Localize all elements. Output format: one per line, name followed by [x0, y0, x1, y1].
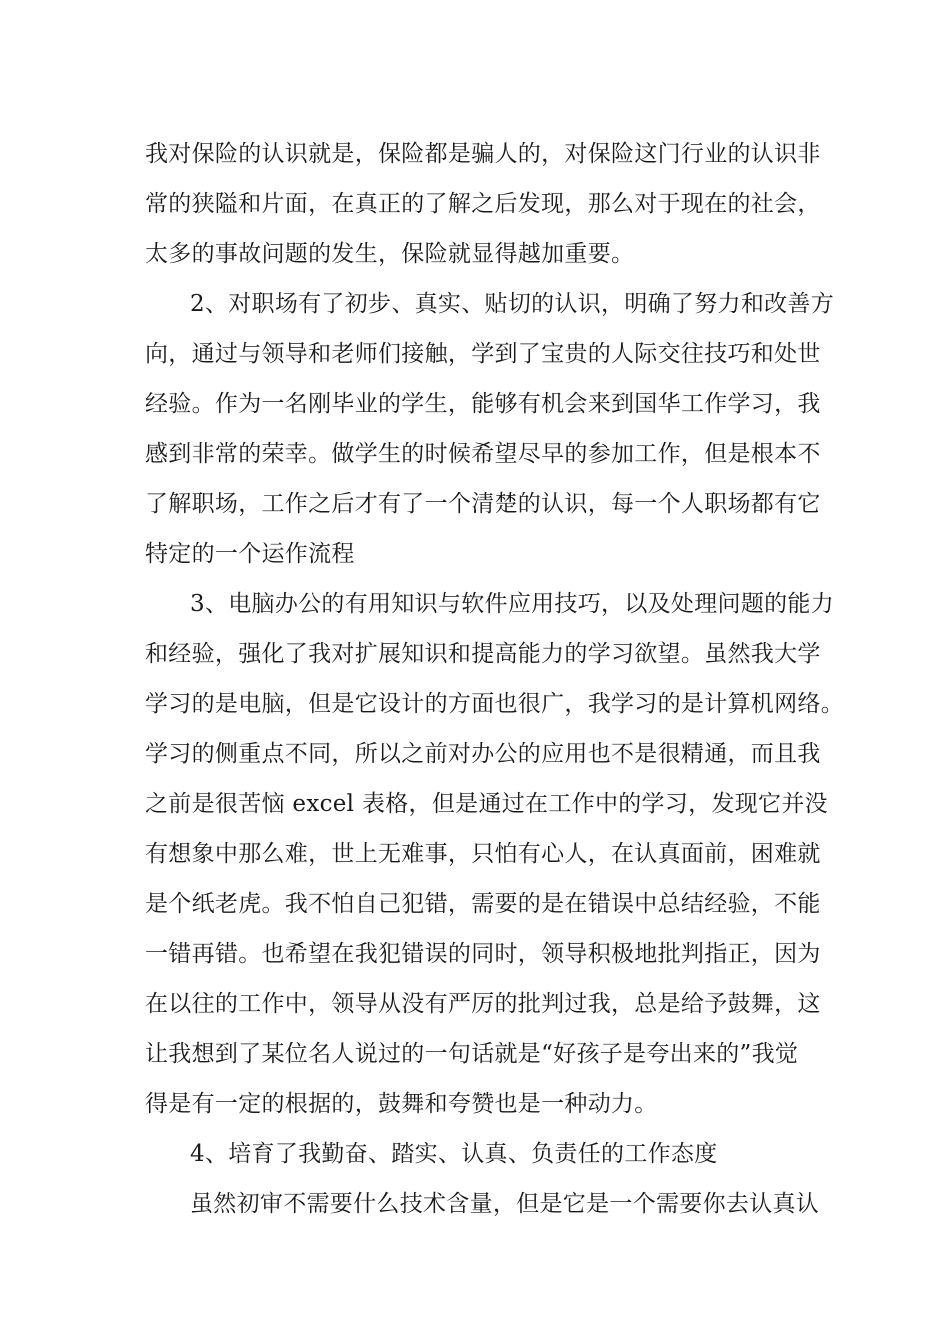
paragraph-start-line: 虽然初审不需要什么技术含量，但是它是一个需要你去认真认: [190, 1191, 820, 1217]
text-line: 之前是很苦恼 excel 表格，但是通过在工作中的学习，发现它并没: [145, 791, 828, 817]
text-line: 有想象中那么难，世上无难事，只怕有心人，在认真面前，困难就: [145, 841, 821, 867]
text-line: 让我想到了某位名人说过的一句话就是“好孩子是夸出来的”我觉: [145, 1041, 799, 1067]
text-line: 特定的一个运作流程: [145, 541, 355, 567]
text-line: 得是有一定的根据的，鼓舞和夸赞也是一种动力。: [145, 1091, 658, 1117]
text-line: 太多的事故问题的发生，保险就显得越加重要。: [145, 241, 635, 267]
text-line: 了解职场，工作之后才有了一个清楚的认识，每一个人职场都有它: [145, 491, 821, 517]
paragraph-start-line: 4、培育了我勤奋、踏实、认真、负责任的工作态度: [190, 1141, 718, 1167]
text-line: 一错再错。也希望在我犯错误的同时，领导积极地批判指正，因为: [145, 941, 821, 967]
text-line: 学习的是电脑，但是它设计的方面也很广，我学习的是计算机网络。: [145, 691, 844, 717]
text-line: 学习的侧重点不同，所以之前对办公的应用也不是很精通，而且我: [145, 741, 821, 767]
text-line: 常的狭隘和片面，在真正的了解之后发现，那么对于现在的社会，: [145, 191, 821, 217]
text-line: 是个纸老虎。我不怕自己犯错，需要的是在错误中总结经验，不能: [145, 891, 821, 917]
paragraph-start-line: 3、电脑办公的有用知识与软件应用技巧，以及处理问题的能力: [190, 591, 835, 617]
text-line: 经验。作为一名刚毕业的学生，能够有机会来到国华工作学习，我: [145, 391, 821, 417]
text-line: 我对保险的认识就是，保险都是骗人的，对保险这门行业的认识非: [145, 141, 821, 167]
paragraph-start-line: 2、对职场有了初步、真实、贴切的认识，明确了努力和改善方: [190, 291, 835, 317]
text-line: 和经验，强化了我对扩展知识和提高能力的学习欲望。虽然我大学: [145, 641, 821, 667]
text-line: 在以往的工作中，领导从没有严厉的批判过我，总是给予鼓舞，这: [145, 991, 821, 1017]
text-line: 感到非常的荣幸。做学生的时候希望尽早的参加工作，但是根本不: [145, 441, 821, 467]
text-line: 向，通过与领导和老师们接触，学到了宝贵的人际交往技巧和处世: [145, 341, 821, 367]
